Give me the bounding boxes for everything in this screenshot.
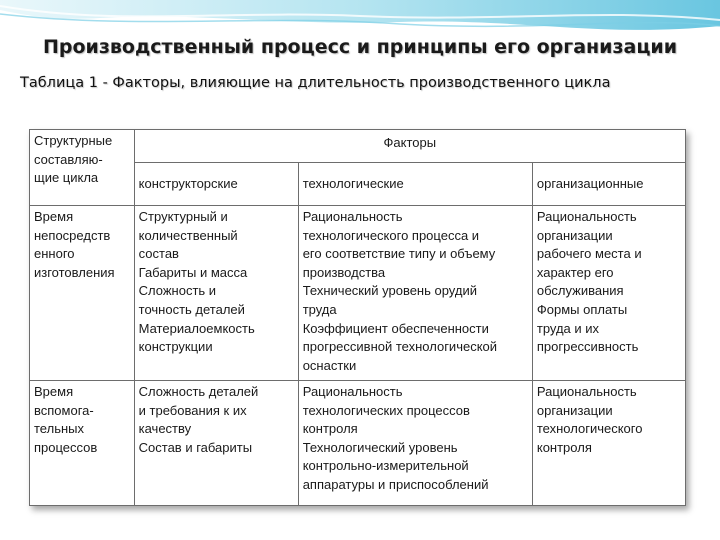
cell-text-line: тельных <box>34 421 84 437</box>
cell-text-line: Коэффициент обеспеченности <box>302 320 489 336</box>
cell-text-line: Технологический уровень <box>302 439 458 455</box>
cell-component <box>30 206 135 381</box>
cell-text-line: Рациональность <box>302 209 403 224</box>
cell-text-line: оснастки <box>302 357 357 373</box>
table-row <box>30 206 686 381</box>
cell-text-line: труда и их <box>536 320 600 336</box>
cell-text-line: Время <box>34 209 74 224</box>
cell-text-line: щие цикла <box>34 170 99 186</box>
cell-text-line: Рациональность <box>302 384 403 399</box>
cell-text-line: Габариты и масса <box>138 264 248 280</box>
cell-text-line: составляю- <box>34 151 103 167</box>
cell-text-line: качеству <box>138 421 192 437</box>
cell-text-line: прогрессивность <box>536 339 639 355</box>
header-structural-components <box>30 130 135 206</box>
cell-text-line: количественный <box>138 227 238 243</box>
cell-text-line: точность деталей <box>138 301 245 317</box>
cell-text-line: Технический уровень орудий <box>302 283 477 299</box>
cell-organizational-factors <box>532 381 685 506</box>
cell-text-line: прогрессивной технологической <box>302 339 498 355</box>
table-row <box>30 381 686 506</box>
cell-text-line: Структурные <box>34 133 113 148</box>
cell-text-line: производства <box>302 264 386 280</box>
cell-text-line: контроля <box>302 421 358 437</box>
cell-text-line: Состав и габариты <box>138 439 253 455</box>
cell-technological-factors <box>298 381 532 506</box>
cell-text-line: непосредств <box>34 227 111 243</box>
subheader-technological: технологические <box>298 163 532 206</box>
cell-text-line: контроля <box>536 439 592 455</box>
cell-text-line: Время <box>34 384 74 399</box>
cell-text-line: его соответствие типу и объему <box>302 246 496 262</box>
cell-text-line: изготовления <box>34 264 115 280</box>
subheader-design: конструкторские <box>134 163 298 206</box>
cell-text-line: технологического <box>536 421 643 437</box>
cell-design-factors <box>134 381 298 506</box>
table-header-row <box>30 130 686 163</box>
cell-technological-factors <box>298 206 532 381</box>
cell-text-line: Сложность и <box>138 283 217 299</box>
cell-text-line: технологических процессов <box>302 402 470 418</box>
cell-text-line: Рациональность <box>536 384 637 399</box>
cell-text-line: процессов <box>34 439 98 455</box>
cell-text-line: контрольно-измерительной <box>302 458 469 474</box>
cell-text-line: обслуживания <box>536 283 624 299</box>
cell-text-line: Структурный и <box>138 209 228 224</box>
cell-component <box>30 381 135 506</box>
factors-table <box>29 129 686 506</box>
cell-text-line: Рациональность <box>536 209 637 224</box>
subheader-organizational: организационные <box>532 163 685 206</box>
cell-design-factors <box>134 206 298 381</box>
cell-organizational-factors <box>532 206 685 381</box>
page-title: Производственный процесс и принципы его организации <box>42 36 678 58</box>
decorative-wave-banner <box>0 0 720 40</box>
cell-text-line: енного <box>34 246 75 262</box>
cell-text-line: конструкции <box>138 339 213 355</box>
cell-text-line: труда <box>302 301 337 317</box>
cell-text-line: вспомога- <box>34 402 94 418</box>
factors-table-container <box>29 129 686 506</box>
cell-text-line: организации <box>536 227 613 243</box>
cell-text-line: технологического процесса и <box>302 227 480 243</box>
cell-text-line: рабочего места и <box>536 246 642 262</box>
cell-text-line: аппаратуры и приспособлений <box>302 476 489 492</box>
header-factors: Факторы <box>134 130 685 163</box>
cell-text-line: Материалоемкость <box>138 320 255 336</box>
cell-text-line: организации <box>536 402 613 418</box>
cell-text-line: Сложность деталей <box>138 384 259 399</box>
table-caption: Таблица 1 - Факторы, влияющие на длительность производственного цикла <box>20 75 611 91</box>
cell-text-line: характер его <box>536 264 614 280</box>
cell-text-line: и требования к их <box>138 402 247 418</box>
cell-text-line: состав <box>138 246 179 262</box>
cell-text-line: Формы оплаты <box>536 301 628 317</box>
